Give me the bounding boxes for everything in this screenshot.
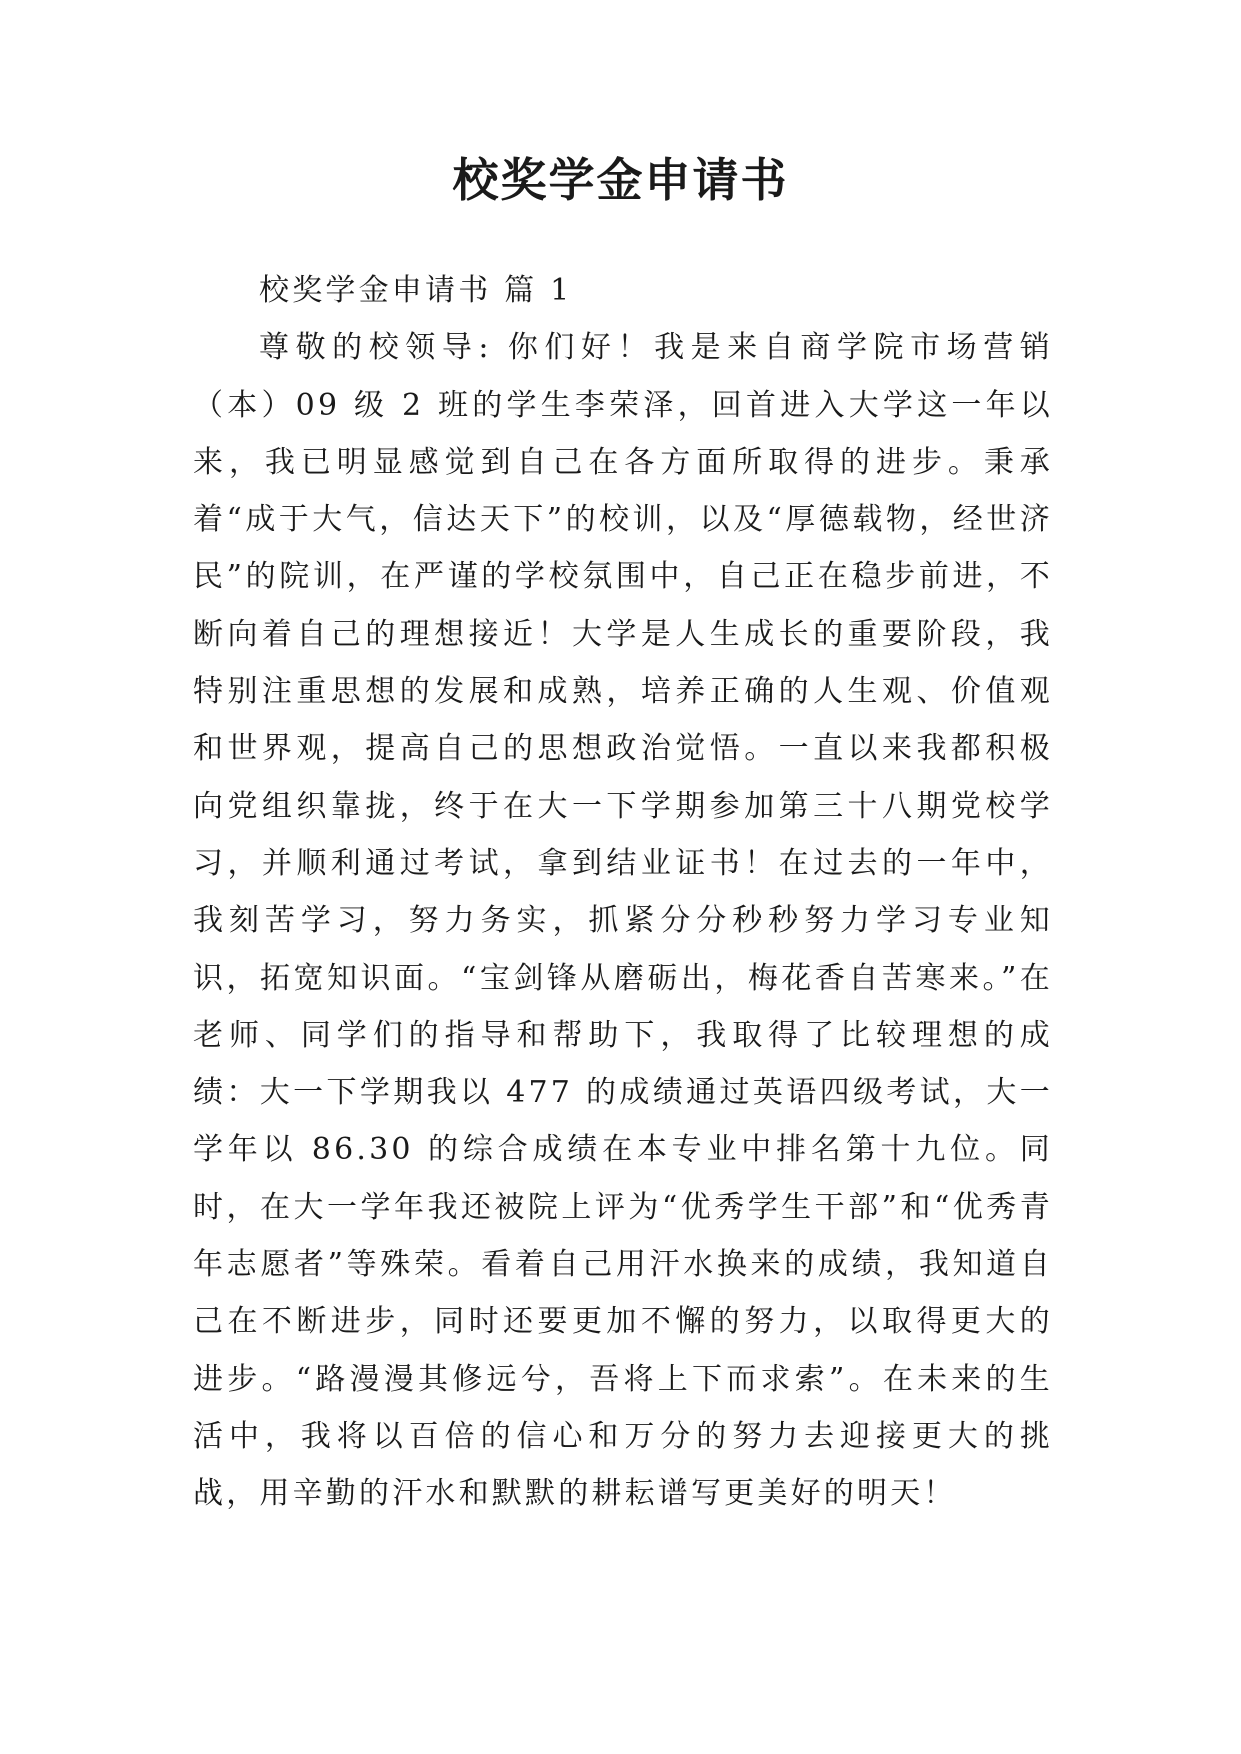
document-body	[193, 262, 1053, 1523]
body-paragraph: 尊敬的校领导: 你们好！我是来自商学院市场营销（本）09 级 2 班的学生李荣泽，回首进入大学这一年以来，我已明显感觉到自己在各方面所取得的进步。秉承着“成于大气，信达天下”的校训，以及“厚德载物，经世济民”的院训，在严谨的学校氛围中，自己正在稳步前进，不断向着自己的理想接近！大学是人生成长的重要阶段，我特别注重思想的发展和成熟，培养正确的人生观、价值观和世界观，提高自己的思想政治觉悟。一直以来我都积极向党组织靠拢，终于在大一下学期参加第三十八期党校学习，并顺利通过考试，拿到结业证书！在过去的一年中，我刻苦学习，努力务实，抓紧分分秒秒努力学习专业知识，拓宽知识面。“宝剑锋从磨砺出，梅花香自苦寒来。”在老师、同学们的指导和帮助下，我取得了比较理想的成绩：大一下学期我以 477 的成绩通过英语四级考试，大一学年以 86.30 的综合成绩在本专业中排名第十九位。同时，在大一学年我还被院上评为“优秀学生干部”和“优秀青年志愿者”等殊荣。看着自己用汗水换来的成绩，我知道自己在不断进步，同时还要更加不懈的努力，以取得更大的进步。“路漫漫其修远兮，吾将上下而求索”。在未来的生活中，我将以百倍的信心和万分的努力去迎接更大的挑战，用辛勤的汗水和默默的耕耘谱写更美好的明天！	[193, 330, 1053, 1512]
document-title: 校奖学金申请书	[452, 153, 789, 207]
section-heading: 校奖学金申请书 篇 1	[259, 273, 573, 308]
